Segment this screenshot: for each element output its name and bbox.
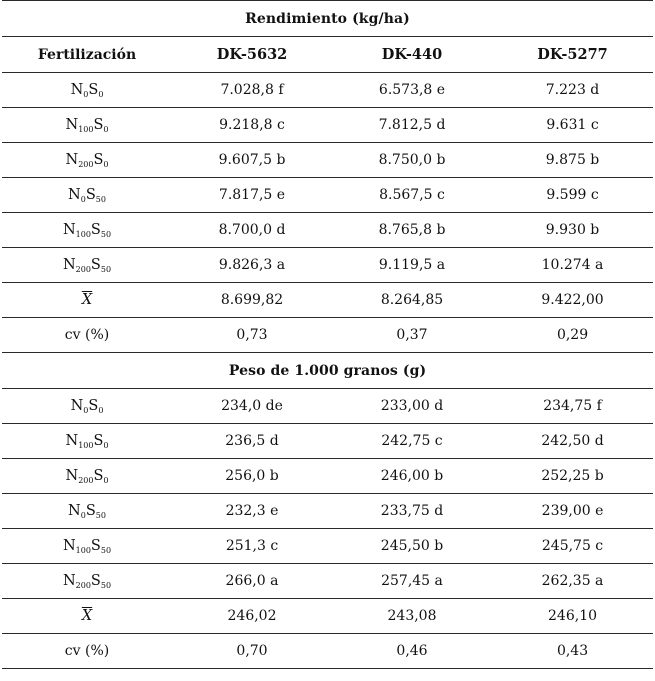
column-header-row [2,37,653,73]
treatment-label [2,248,172,283]
sulfur-symbol: S [90,538,101,554]
column-header-variety: DK-5277 [492,37,653,73]
table-cell: 8.567,5 c [332,178,492,213]
table-cell: 8.750,0 b [332,143,492,178]
table-cell: 256,0 b [172,459,332,494]
treatment-label [2,213,172,248]
mean-cell: 243,08 [332,599,492,634]
nitrogen-symbol: N [65,117,79,133]
sulfur-dose: 50 [100,265,112,274]
cv-row [2,318,653,353]
treatment-label [2,564,172,599]
table-cell: 9.607,5 b [172,143,332,178]
sulfur-symbol: S [85,187,96,203]
cv-label: cv (%) [2,634,172,669]
sulfur-dose: 0 [103,476,109,485]
table-cell: 239,00 e [492,494,653,529]
treatment-label [2,424,172,459]
nitrogen-dose: 100 [75,230,91,239]
table-cell: 233,75 d [332,494,492,529]
mean-symbol: $\overline{X}$ [81,608,93,624]
column-header-fertilizacion: Fertilización [2,37,172,73]
nitrogen-symbol: N [65,433,79,449]
section-header-row [2,353,653,389]
sulfur-dose: 50 [100,230,112,239]
treatment-label [2,389,172,424]
table-cell: 236,5 d [172,424,332,459]
sulfur-symbol: S [93,152,104,168]
sulfur-symbol: S [93,433,104,449]
column-header-variety: DK-5632 [172,37,332,73]
nitrogen-dose: 100 [75,546,91,555]
table-cell: 234,0 de [172,389,332,424]
section-title: Peso de 1.000 granos (g) [2,353,653,389]
mean-label [2,599,172,634]
mean-symbol: $\overline{X}$ [81,292,93,308]
sulfur-dose: 0 [98,90,104,99]
nitrogen-symbol: N [70,398,84,414]
cv-cell: 0,37 [332,318,492,353]
nitrogen-dose: 200 [78,476,94,485]
treatment-label [2,459,172,494]
sulfur-dose: 0 [103,441,109,450]
table-cell: 262,35 a [492,564,653,599]
table-cell: 10.274 a [492,248,653,283]
treatment-label [2,529,172,564]
table-row [2,178,653,213]
nitrogen-symbol: N [62,222,76,238]
yield-table [2,0,653,669]
mean-cell: 246,02 [172,599,332,634]
table-cell: 8.700,0 d [172,213,332,248]
sulfur-symbol: S [93,117,104,133]
treatment-label [2,73,172,108]
sulfur-dose: 0 [103,125,109,134]
sulfur-symbol: S [90,257,101,273]
treatment-label [2,494,172,529]
cv-cell: 0,46 [332,634,492,669]
nitrogen-symbol: N [62,257,76,273]
table-row [2,108,653,143]
nitrogen-dose: 200 [75,581,91,590]
sulfur-symbol: S [88,82,99,98]
nitrogen-dose: 100 [78,125,94,134]
nitrogen-symbol: N [68,187,81,203]
mean-cell: 9.422,00 [492,283,653,318]
sulfur-symbol: S [93,468,104,484]
sulfur-symbol: S [90,222,101,238]
sulfur-symbol: S [88,398,99,414]
sulfur-dose: 50 [95,511,106,520]
table-cell: 233,00 d [332,389,492,424]
cv-cell: 0,43 [492,634,653,669]
mean-cell: 8.699,82 [172,283,332,318]
table-cell: 245,50 b [332,529,492,564]
table-cell: 257,45 a [332,564,492,599]
table-cell: 245,75 c [492,529,653,564]
table-row [2,424,653,459]
table-cell: 9.631 c [492,108,653,143]
nitrogen-dose: 0 [80,511,86,520]
table-cell: 232,3 e [172,494,332,529]
table-row [2,494,653,529]
table-cell: 7.028,8 f [172,73,332,108]
table-cell: 9.119,5 a [332,248,492,283]
cv-label: cv (%) [2,318,172,353]
table-row [2,459,653,494]
table-cell: 242,50 d [492,424,653,459]
nitrogen-dose: 100 [78,441,94,450]
mean-row [2,283,653,318]
table-cell: 252,25 b [492,459,653,494]
table-row [2,389,653,424]
table-row [2,248,653,283]
cv-cell: 0,70 [172,634,332,669]
table-row [2,143,653,178]
sulfur-symbol: S [90,573,101,589]
nitrogen-dose: 0 [80,195,86,204]
nitrogen-symbol: N [62,538,76,554]
table-row [2,213,653,248]
sulfur-symbol: S [85,503,96,519]
sulfur-dose: 0 [98,406,104,415]
mean-label [2,283,172,318]
table-cell: 9.218,8 c [172,108,332,143]
cv-row [2,634,653,669]
sulfur-dose: 50 [100,581,112,590]
treatment-label [2,108,172,143]
mean-cell: 246,10 [492,599,653,634]
table-cell: 9.826,3 a [172,248,332,283]
section-header-row [2,1,653,37]
table-cell: 251,3 c [172,529,332,564]
table-body [2,1,653,669]
nitrogen-dose: 0 [83,406,89,415]
table-cell: 6.573,8 e [332,73,492,108]
nitrogen-symbol: N [70,82,84,98]
nitrogen-dose: 200 [78,160,94,169]
table-cell: 7.223 d [492,73,653,108]
nitrogen-symbol: N [65,468,79,484]
mean-cell: 8.264,85 [332,283,492,318]
column-header-variety: DK-440 [332,37,492,73]
table-row [2,564,653,599]
table-cell: 266,0 a [172,564,332,599]
table-cell: 9.875 b [492,143,653,178]
sulfur-dose: 50 [100,546,112,555]
table-row [2,73,653,108]
cv-cell: 0,73 [172,318,332,353]
sulfur-dose: 50 [95,195,106,204]
cv-cell: 0,29 [492,318,653,353]
mean-row [2,599,653,634]
table-cell: 234,75 f [492,389,653,424]
nitrogen-symbol: N [62,573,76,589]
table-cell: 7.812,5 d [332,108,492,143]
nitrogen-symbol: N [68,503,81,519]
table-cell: 9.930 b [492,213,653,248]
section-title: Rendimiento (kg/ha) [2,1,653,37]
table-cell: 242,75 c [332,424,492,459]
nitrogen-dose: 200 [75,265,91,274]
table-cell: 9.599 c [492,178,653,213]
nitrogen-symbol: N [65,152,79,168]
treatment-label [2,143,172,178]
table-cell: 246,00 b [332,459,492,494]
sulfur-dose: 0 [103,160,109,169]
table-row [2,529,653,564]
table-cell: 8.765,8 b [332,213,492,248]
table-cell: 7.817,5 e [172,178,332,213]
treatment-label [2,178,172,213]
nitrogen-dose: 0 [83,90,89,99]
